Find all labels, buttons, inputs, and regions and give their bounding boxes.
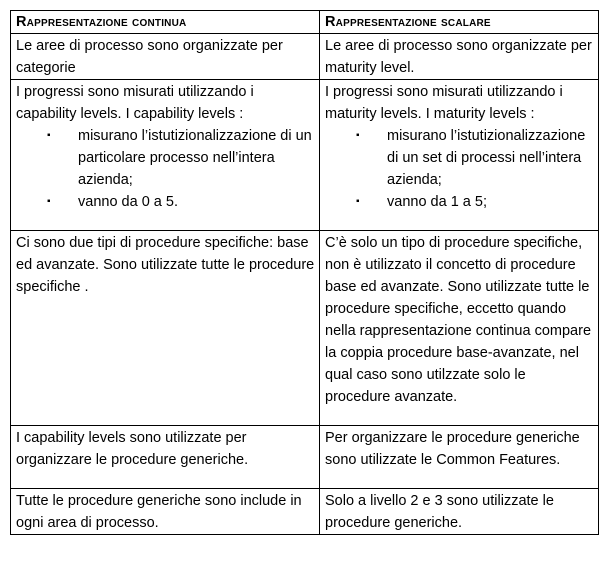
cell-text: I progressi sono misurati utilizzando i maturity levels. I maturity levels : [325,84,563,122]
table-row [11,231,599,426]
list-item [356,125,594,191]
list-item [47,125,315,191]
cell-text: Solo a livello 2 e 3 sono utilizzate le procedure generiche. [325,493,554,531]
cell-scalare [320,231,599,426]
cell-scalare [320,34,599,80]
square-bullet-icon: ▪ [47,130,51,141]
cell-text: Per organizzare le procedure generiche sono utilizzate le Common Features. [325,430,580,468]
cell-text: Ci sono due tipi di procedure specifiche: base ed avanzate. Sono utilizzate tutte le procedure specifiche . [16,235,315,295]
list-item [356,191,594,213]
header-scalare: Rappresentazione scalare [320,11,599,34]
square-bullet-icon: ▪ [356,196,360,207]
list-item-text: vanno da 1 a 5; [387,194,487,210]
table-header-row [11,11,599,34]
cell-text: Tutte le procedure generiche sono include in ogni area di processo. [16,493,302,531]
cell-continua [11,489,320,535]
cell-continua [11,426,320,489]
bullet-list [325,125,594,213]
cell-text: C’è solo un tipo di procedure specifiche, non è utilizzato il concetto di procedure base ed avanzate. Sono utilizzate tutte le procedure specifiche, eccetto quando nella rappresentazione continua compare la coppia procedure base-avanzate, nel qual caso sono utilzzate solo le procedure avanzate. [325,235,592,405]
header-continua: Rappresentazione continua [11,11,320,34]
list-item-text: misurano l’istutizionalizzazione di un particolare processo nell’intera azienda; [78,128,312,188]
cell-text: Le aree di processo sono organizzate per maturity level. [325,38,592,76]
cell-continua [11,231,320,426]
list-item-text: misurano l’istutizionalizzazione di un set di processi nell’intera azienda; [387,128,586,188]
list-item-text: vanno da 0 a 5. [78,194,178,210]
bullet-list [16,125,315,213]
cell-continua [11,80,320,231]
cell-scalare [320,426,599,489]
cell-scalare [320,489,599,535]
list-item [47,191,315,213]
table-row [11,489,599,535]
table-row [11,34,599,80]
cell-text: Le aree di processo sono organizzate per categorie [16,38,283,76]
comparison-table [10,10,599,535]
cell-continua [11,34,320,80]
square-bullet-icon: ▪ [47,196,51,207]
cell-scalare [320,80,599,231]
table-row [11,80,599,231]
table-row [11,426,599,489]
cell-text: I capability levels sono utilizzate per organizzare le procedure generiche. [16,430,249,468]
square-bullet-icon: ▪ [356,130,360,141]
cell-text: I progressi sono misurati utilizzando i capability levels. I capability levels : [16,84,254,122]
